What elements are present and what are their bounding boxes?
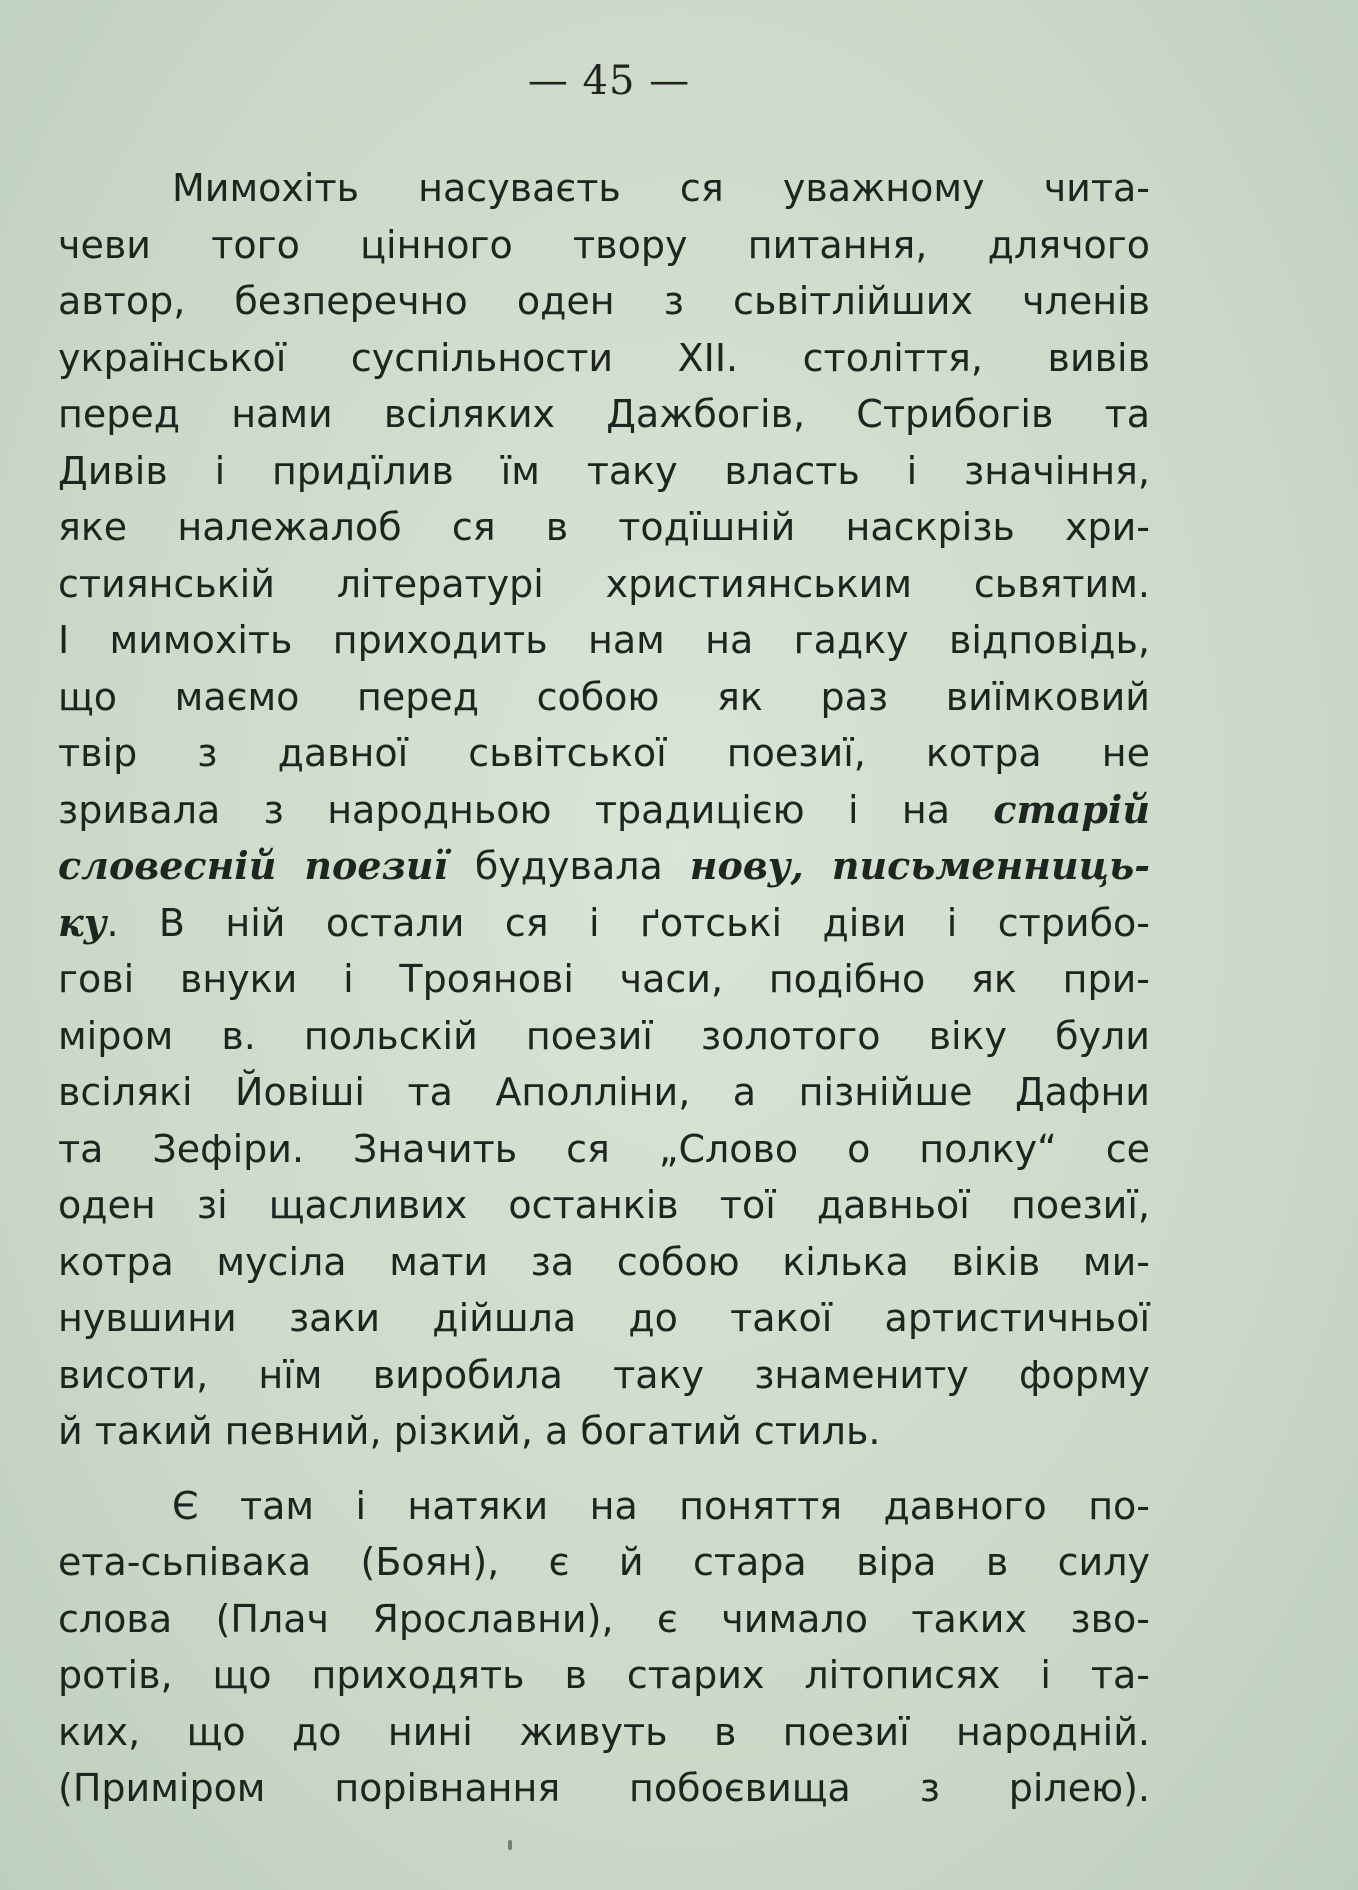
text-line: що маємо перед собою як раз виїмковий (58, 674, 1150, 719)
italic-emphasis: словесній поезиї (58, 843, 448, 888)
text-line: чеви того цінного твору питання, длячого (58, 222, 1150, 267)
text-line: автор, безперечно оден з сьвітлійших членів (58, 279, 1150, 323)
text-segment: будувала (474, 844, 663, 888)
text-line: та Зефіри. Значить ся „Слово о полку“ се (58, 1126, 1150, 1171)
text-line (58, 895, 1150, 952)
body-text (58, 160, 1150, 1817)
text-line: міром в. польскій поезиї золотого віку були (58, 1013, 1150, 1058)
text-line: гові внуки і Троянові часи, подібно як при- (58, 957, 1150, 1001)
text-line (58, 782, 1150, 839)
text-line: й такий певний, різкий, а богатий стиль. (58, 1409, 881, 1453)
page-number: — 45 — (527, 58, 691, 104)
text-line: Є там і натяки на поняття давного по- (172, 1483, 1150, 1528)
italic-emphasis: старій (993, 786, 1150, 832)
text-line: І мимохіть приходить нам на гадку відповідь, (58, 618, 1150, 662)
paragraph-1 (58, 160, 1150, 1460)
paper-speck (508, 1840, 512, 1850)
text-line: перед нами всіляких Дажбогів, Стрибогів та (58, 392, 1150, 436)
text-line: Мимохіть насуваєть ся уважному чита- (172, 166, 1150, 210)
text-line: української суспільности XII. століття, вивів (58, 335, 1150, 380)
text-segment: зривала з народньою традицією і на (58, 787, 951, 832)
text-line: оден зі щасливих останків тої давньої поезиї, (58, 1183, 1150, 1227)
text-line: котра мусіла мати за собою кілька віків ми- (58, 1239, 1150, 1284)
text-line: ета-сьпівака (Боян), є й стара віра в силу (58, 1540, 1150, 1584)
text-line: (Приміром порівнання побоєвища з рілею). (58, 1766, 1150, 1810)
text-line: стиянській літературі християнським сьвятим. (58, 561, 1150, 606)
text-line: нувшини заки дійшла до такої артистичньої (58, 1296, 1150, 1340)
text-line: слова (Плач Ярославни), є чимало таких зво- (58, 1596, 1150, 1641)
text-line: яке належалоб ся в тодїшній наскрізь хри- (58, 505, 1150, 549)
text-line: твір з давної сьвітської поезиї, котра не (58, 731, 1150, 775)
text-line: висоти, нїм виробила таку знамениту форму (58, 1352, 1150, 1397)
italic-emphasis: ку (58, 899, 107, 945)
text-line: всілякі Йовіші та Аполліни, а пізнійше Дафни (58, 1070, 1150, 1114)
text-line (58, 838, 1150, 895)
text-line: Дивів і придїлив їм таку власть і значіння, (58, 448, 1150, 493)
paragraph-2 (58, 1478, 1150, 1817)
text-segment: . В ній остали ся і ґотські діви і стрибо- (106, 900, 1150, 945)
text-line: ких, що до нині живуть в поезиї народній. (58, 1709, 1150, 1754)
italic-emphasis: нову, письменниць- (689, 843, 1150, 888)
text-line: ротів, що приходять в старих літописях і та- (58, 1653, 1150, 1697)
